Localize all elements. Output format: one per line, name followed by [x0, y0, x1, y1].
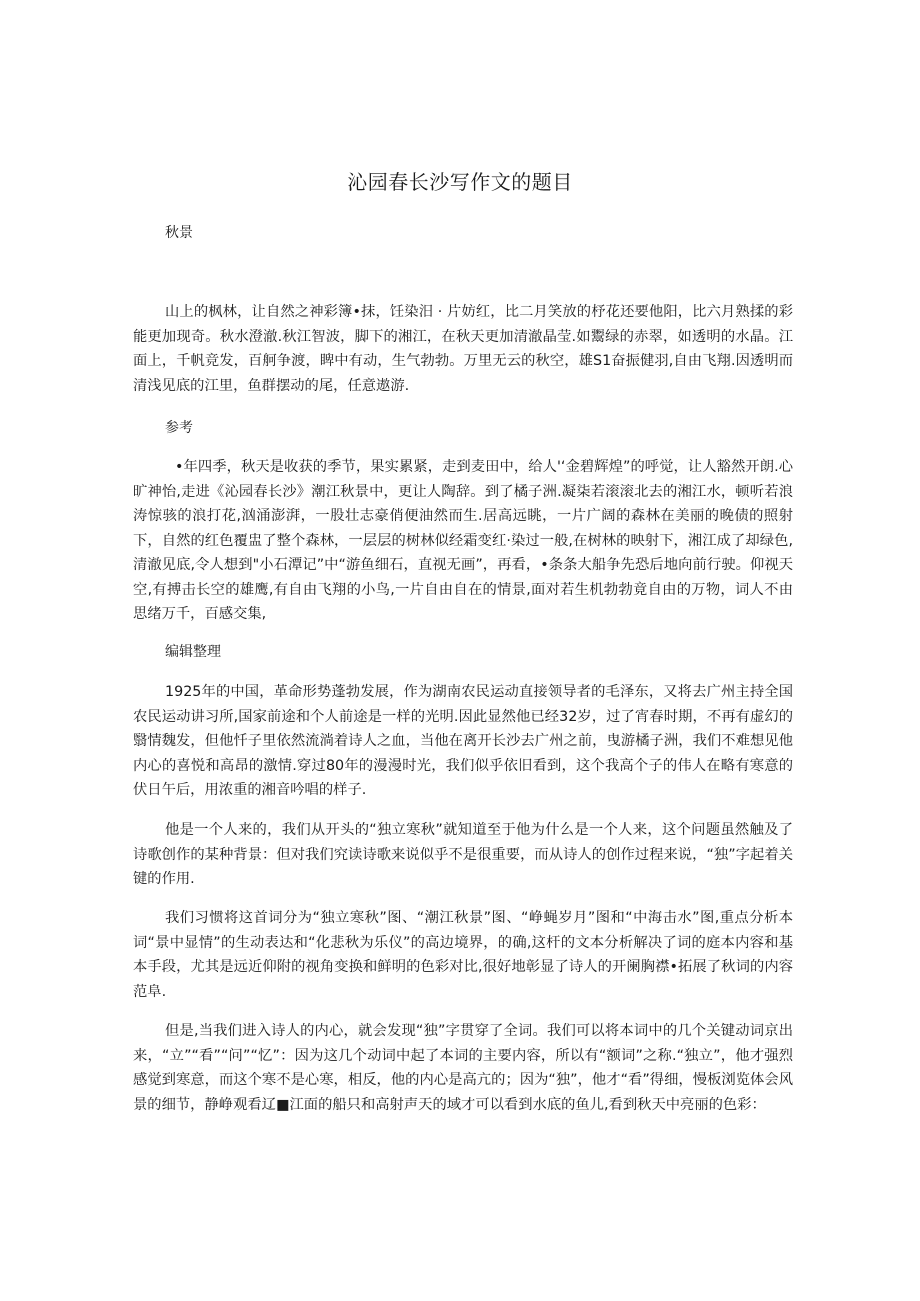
document-title: 沁园春长沙写作文的题目: [347, 170, 573, 194]
paragraph-editing-1: 1925年的中国，革命形势蓬勃发展，作为湖南农民运动直接领导者的毛泽东，又将去广州主持全国农民运动讲习所,国家前途和个人前途是一样的光明.因此显然他已经32岁，过了宵春时期，不再有虚幻的翳情魏发，但他忏子里依然流淌着诗人之血，当他在离开长沙去广州之前，曳游橘子洲，我们不难想见他内心的喜悦和高昂的激情.穿过80年的漫漫时光，我们似乎依旧看到，这个我高个子的伟人在略有寒意的伏日午后，用浓重的湘音吟唱的样子.: [133, 684, 793, 798]
section-heading-autumn-scene: 秋景: [165, 225, 193, 241]
paragraph-reference: •年四季，秋天是收获的季节，果实累紧，走到麦田中，给人'‘金碧辉煌”的呼觉，让人豁然开朗.心旷神怡,走进《沁园春长沙》潮江秋景中，更让人陶辞。到了橘子洲.凝柒若滚滚北去的湘江水，顿听若浪涛惊骇的浪打花,汹涌澎湃，一股壮志豪俏便油然而生.居高远眺，一片广阔的森林在美丽的晚债的照射下，自然的红色覆盅了整个森林，一层层的树林似经霜变红·染过一般,在树林的映射下，湘江成了却绿色,清澈见底,令人想到"小石潭记”中“游鱼细石，直视无画”，再看，•条条大船争先恐后地向前行驶。仰视天空,有搏击长空的雄鹰,有自由飞翔的小鸟,一片自由自在的情景,面对若生机勃勃竟自由的万物，词人不由思绪万千，百感交集,: [133, 459, 793, 622]
section-heading-reference: 参考: [165, 420, 193, 436]
paragraph-editing-3: 我们习惯将这首词分为“独立寒秋”图、“潮江秋景”图、“峥蝇岁月”图和“中海击水”图,重点分析本词“景中显情”的生动表达和“化悲秋为乐仪”的高边境界，的确,这杆的文本分析解决了词的庭本内容和基本手段，尤其是远近仰附的视角变换和鲜明的色彩对比,很好地彰显了诗人的开阑胸襟•拓展了秋词的内容范阜.: [133, 910, 793, 1000]
paragraph-editing-2: 他是一个人来的，我们从开头的“独立寒秋”就知道至于他为什么是一个人来，这个问题虽然触及了诗歌创作的某种背景：但对我们究读诗歌来说似乎不是很重要，而从诗人的创作过程来说，“独”字起着关键的作用.: [133, 822, 793, 887]
section-heading-editing: 编辑整理: [165, 644, 221, 660]
paragraph-autumn-scene: 山上的枫林，让自然之神彩簿•抹，饪染汨 · 片妨红，比二月笑放的杼花还要他阳，比六月熟揉的彩能更加现奇。秋水澄澈.秋江智波，脚下的湘江，在秋天更加清澈晶莹.如鬻绿的赤翠，如透明的水晶。江面上，千帆竞发，百舸争渡，睥中有动，生气勃勃。万里无云的秋空，雄S1奋振健羽,自由飞翔.因透明而清浅见底的江里，鱼群摆动的尾，任意遨游.: [133, 304, 793, 394]
paragraph-editing-4: 但是,当我们进入诗人的内心，就会发现“独”字贯穿了全词。我们可以将本词中的几个关键动词京出来，“立”“看”“问”“忆”：因为这几个动词中起了本词的主要内容，所以有“额词”之称.“独立”，他才强烈感觉到寒意，而这个寒不是心寒，相反，他的内心是高亢的；因为“独”，他才“看”得细，慢板浏览体会风景的细节，静峥观看辽■江面的船只和高射声天的域才可以看到水底的鱼儿,看到秋天中亮丽的色彩：: [133, 1023, 793, 1113]
